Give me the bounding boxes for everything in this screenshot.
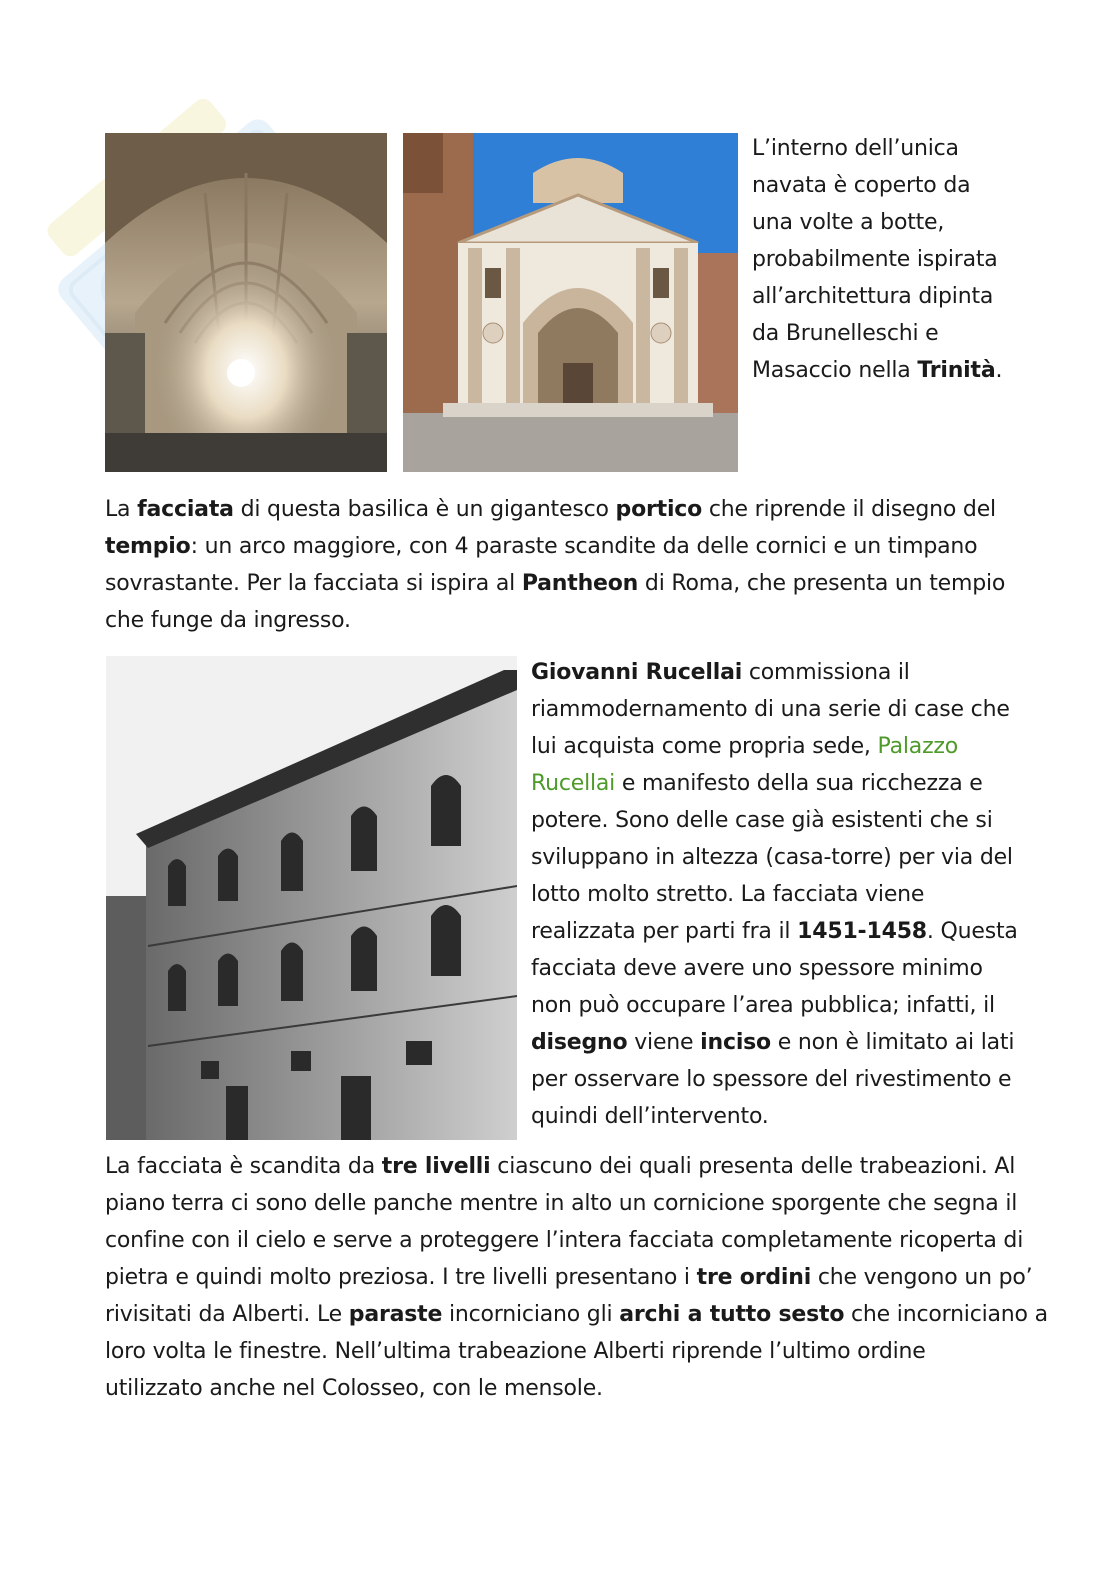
text-run: inciso	[700, 1030, 771, 1055]
text-run: e non è limitato ai lati	[770, 1030, 1015, 1055]
text-run: commissiona il	[742, 660, 910, 685]
text-run: che funge da ingresso.	[105, 608, 351, 633]
text-run: La	[105, 497, 138, 522]
text-line	[531, 654, 1031, 691]
text-run: utilizzato anche nel Colosseo, con le mensole.	[105, 1376, 603, 1401]
text-line	[105, 602, 1025, 639]
text-run: confine con il cielo e serve a proteggere l’intera facciata completamente ricoperta di	[105, 1228, 1024, 1253]
text-run: sviluppano in altezza (casa-torre) per via del	[531, 845, 1013, 870]
text-run: facciata	[137, 497, 234, 522]
text-run: potere. Sono delle case già esistenti che si	[531, 808, 993, 833]
text-line	[531, 839, 1031, 876]
text-run: realizzata per parti fra il	[531, 919, 798, 944]
text-run: quindi dell’intervento.	[531, 1104, 769, 1129]
text-run: sovrastante. Per la facciata si ispira al	[105, 571, 522, 596]
text-line	[105, 528, 1025, 565]
text-run: Giovanni Rucellai	[531, 660, 743, 685]
text-run: 1451-1458	[797, 919, 927, 944]
text-line	[752, 278, 1052, 315]
text-line	[752, 315, 1052, 352]
text-run: loro volta le finestre. Nell’ultima trabeazione Alberti riprende l’ultimo ordine	[105, 1339, 926, 1364]
text-line	[105, 1370, 1045, 1407]
palazzo-rucellai-image	[106, 656, 517, 1140]
text-run: viene	[627, 1030, 701, 1055]
rucellai-paragraph	[531, 654, 1031, 1135]
interior-vault-image	[105, 133, 387, 472]
text-run: paraste	[348, 1302, 443, 1327]
palazzo-rucellai-link: Palazzo	[877, 734, 959, 759]
text-run: lui acquista come propria sede,	[531, 734, 878, 759]
text-line	[105, 1333, 1045, 1370]
text-run: lotto molto stretto. La facciata viene	[531, 882, 925, 907]
text-line	[105, 1259, 1045, 1296]
trinita-bold: Trinità	[917, 358, 996, 383]
text-run: piano terra ci sono delle panche mentre in alto un cornicione sporgente che segna il	[105, 1191, 1018, 1216]
text-run: di questa basilica è un gigantesco	[233, 497, 616, 522]
facade-paragraph	[105, 491, 1025, 639]
text-run: riammodernamento di una serie di case che	[531, 697, 1010, 722]
basilica-facade-image	[403, 133, 738, 472]
text-line	[531, 1024, 1031, 1061]
text-run: da Brunelleschi e	[752, 321, 939, 346]
text-line	[105, 491, 1025, 528]
text-run: tre livelli	[381, 1154, 491, 1179]
text-run: probabilmente ispirata	[752, 247, 998, 272]
text-run: navata è coperto da	[752, 173, 971, 198]
text-run: e manifesto della sua ricchezza e	[615, 771, 983, 796]
text-line	[752, 204, 1052, 241]
text-line	[531, 876, 1031, 913]
text-line	[531, 691, 1031, 728]
text-run: per osservare lo spessore del rivestimento e	[531, 1067, 1012, 1092]
text-run: . Questa	[926, 919, 1018, 944]
text-line	[105, 565, 1025, 602]
text-run: che incorniciano a	[844, 1302, 1048, 1327]
text-line	[531, 950, 1031, 987]
text-run: portico	[615, 497, 703, 522]
text-run: ciascuno dei quali presenta delle trabeazioni. Al	[490, 1154, 1016, 1179]
text-line	[752, 352, 1052, 389]
palazzo-rucellai-link-cont: Rucellai	[531, 771, 616, 796]
text-line	[531, 913, 1031, 950]
text-run: Pantheon	[521, 571, 639, 596]
text-run: che riprende il disegno del	[702, 497, 996, 522]
text-line	[531, 802, 1031, 839]
text-run: : un arco maggiore, con 4 paraste scandite da delle cornici e un timpano	[190, 534, 978, 559]
text-run: archi a tutto sesto	[619, 1302, 845, 1327]
levels-paragraph	[105, 1148, 1048, 1407]
text-line	[531, 728, 1031, 765]
text-run: incorniciano gli	[442, 1302, 620, 1327]
text-run: La facciata è scandita da	[105, 1154, 382, 1179]
text-line	[752, 167, 1052, 204]
text-run: .	[995, 358, 1003, 383]
text-line	[105, 1222, 1045, 1259]
text-run: pietra e quindi molto preziosa. I tre livelli presentano i	[105, 1265, 697, 1290]
text-line	[105, 1148, 1045, 1185]
text-run: che vengono un po’	[811, 1265, 1033, 1290]
text-line	[105, 1296, 1048, 1333]
text-line	[531, 1061, 1031, 1098]
text-run: rivisitati da Alberti. Le	[105, 1302, 349, 1327]
text-line	[531, 987, 1031, 1024]
text-run: all’architettura dipinta	[752, 284, 994, 309]
intro-paragraph	[752, 130, 1052, 389]
text-run: facciata deve avere uno spessore minimo	[531, 956, 983, 981]
text-run: disegno	[531, 1030, 628, 1055]
text-run: una volte a botte,	[752, 210, 945, 235]
text-run: L’interno dell’unica	[752, 136, 959, 161]
text-run: di Roma, che presenta un tempio	[638, 571, 1006, 596]
text-line	[752, 130, 1052, 167]
text-line	[531, 1098, 1031, 1135]
text-run: Masaccio nella	[752, 358, 918, 383]
text-line	[105, 1185, 1045, 1222]
text-run: tre ordini	[696, 1265, 812, 1290]
text-run: tempio	[105, 534, 191, 559]
text-line	[531, 765, 1031, 802]
text-line	[752, 241, 1052, 278]
text-run: non può occupare l’area pubblica; infatti, il	[531, 993, 995, 1018]
